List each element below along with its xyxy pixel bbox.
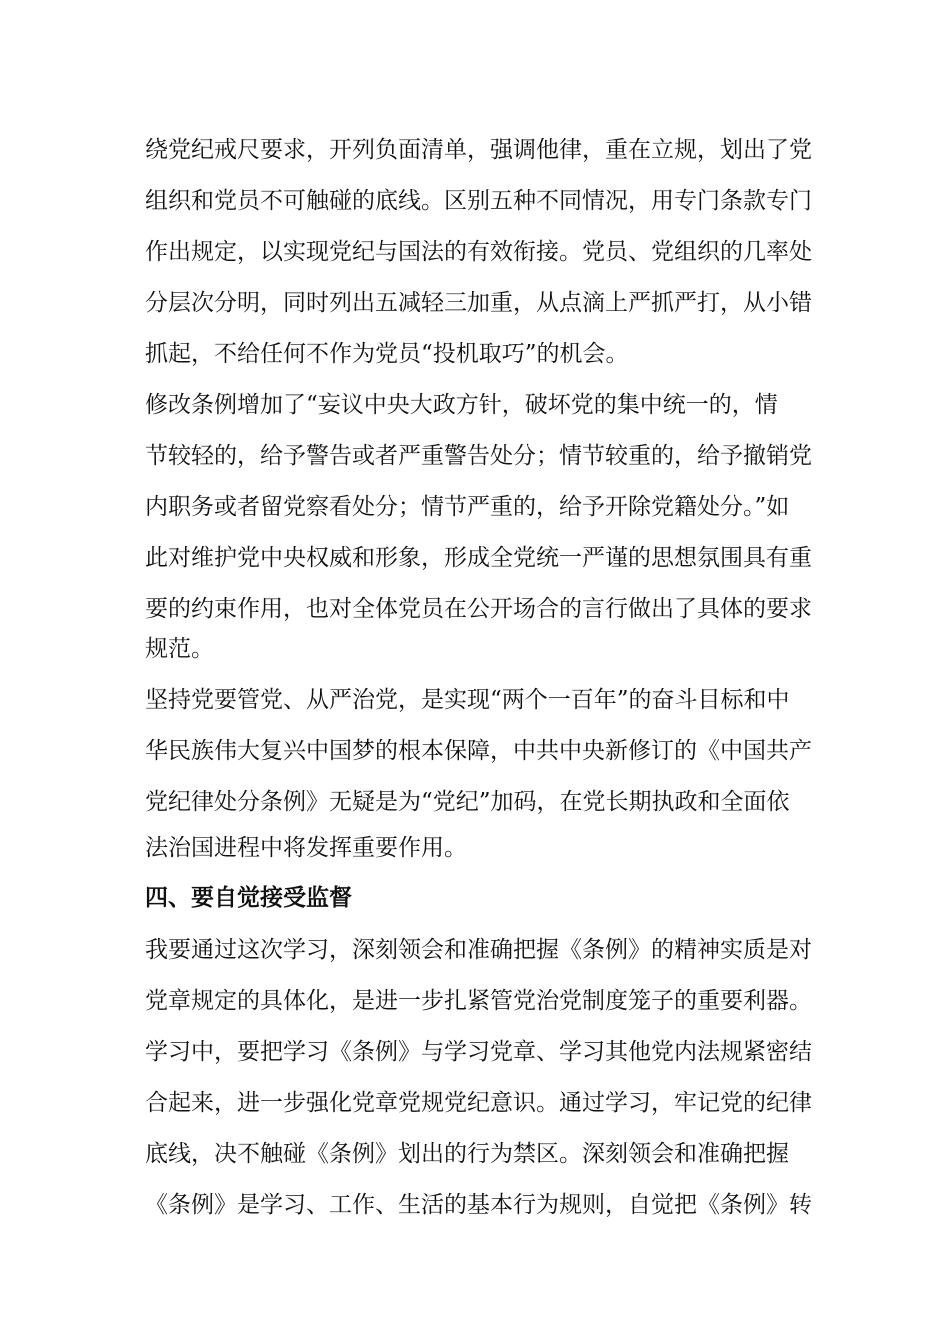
paragraph-line: 学习中，要把学习《条例》与学习党章、学习其他党内法规紧密结 xyxy=(145,1039,812,1065)
paragraph-line: 组织和党员不可触碰的底线。区别五种不同情况，用专门条款专门 xyxy=(145,188,812,214)
paragraph-line: 此对维护党中央权威和形象，形成全党统一严谨的思想氛围具有重 xyxy=(145,545,812,571)
paragraph-line: 坚持党要管党、从严治党，是实现“两个一百年”的奋斗目标和中 xyxy=(145,687,790,713)
paragraph-line: 党章规定的具体化，是进一步扎紧管党治党制度笼子的重要利器。 xyxy=(145,988,812,1014)
paragraph-line: 底线，决不触碰《条例》划出的行为禁区。深刻领会和准确把握 xyxy=(145,1141,789,1167)
paragraph-line: 华民族伟大复兴中国梦的根本保障，中共中央新修订的《中国共产 xyxy=(145,738,812,764)
paragraph-line: 法治国进程中将发挥重要作用。 xyxy=(145,835,467,861)
paragraph-line: 《条例》是学习、工作、生活的基本行为规则，自觉把《条例》转 xyxy=(145,1192,812,1218)
section-heading: 四、要自觉接受监督 xyxy=(145,885,352,911)
paragraph-line: 节较轻的，给予警告或者严重警告处分；情节较重的，给予撤销党 xyxy=(145,443,812,469)
paragraph-line: 分层次分明，同时列出五减轻三加重，从点滴上严抓严打，从小错 xyxy=(145,290,812,316)
paragraph-line: 绕党纪戒尺要求，开列负面清单，强调他律，重在立规，划出了党 xyxy=(145,137,812,163)
paragraph-line: 要的约束作用，也对全体党员在公开场合的言行做出了具体的要求 xyxy=(145,596,812,622)
paragraph-line: 抓起，不给任何不作为党员“投机取巧”的机会。 xyxy=(145,341,629,367)
paragraph-line: 修改条例增加了“妄议中央大政方针，破坏党的集中统一的，情 xyxy=(145,392,778,418)
paragraph-line: 合起来，进一步强化党章党规党纪意识。通过学习，牢记党的纪律 xyxy=(145,1090,812,1116)
paragraph-line: 作出规定，以实现党纪与国法的有效衔接。党员、党组织的几率处 xyxy=(145,239,812,265)
paragraph-line: 规范。 xyxy=(145,636,214,662)
paragraph-line: 党纪律处分条例》无疑是为“党纪”加码，在党长期执政和全面依 xyxy=(145,789,790,815)
paragraph-line: 内职务或者留党察看处分；情节严重的，给予开除党籍处分。”如 xyxy=(145,494,790,520)
paragraph-line: 我要通过这次学习，深刻领会和准确把握《条例》的精神实质是对 xyxy=(145,937,812,963)
